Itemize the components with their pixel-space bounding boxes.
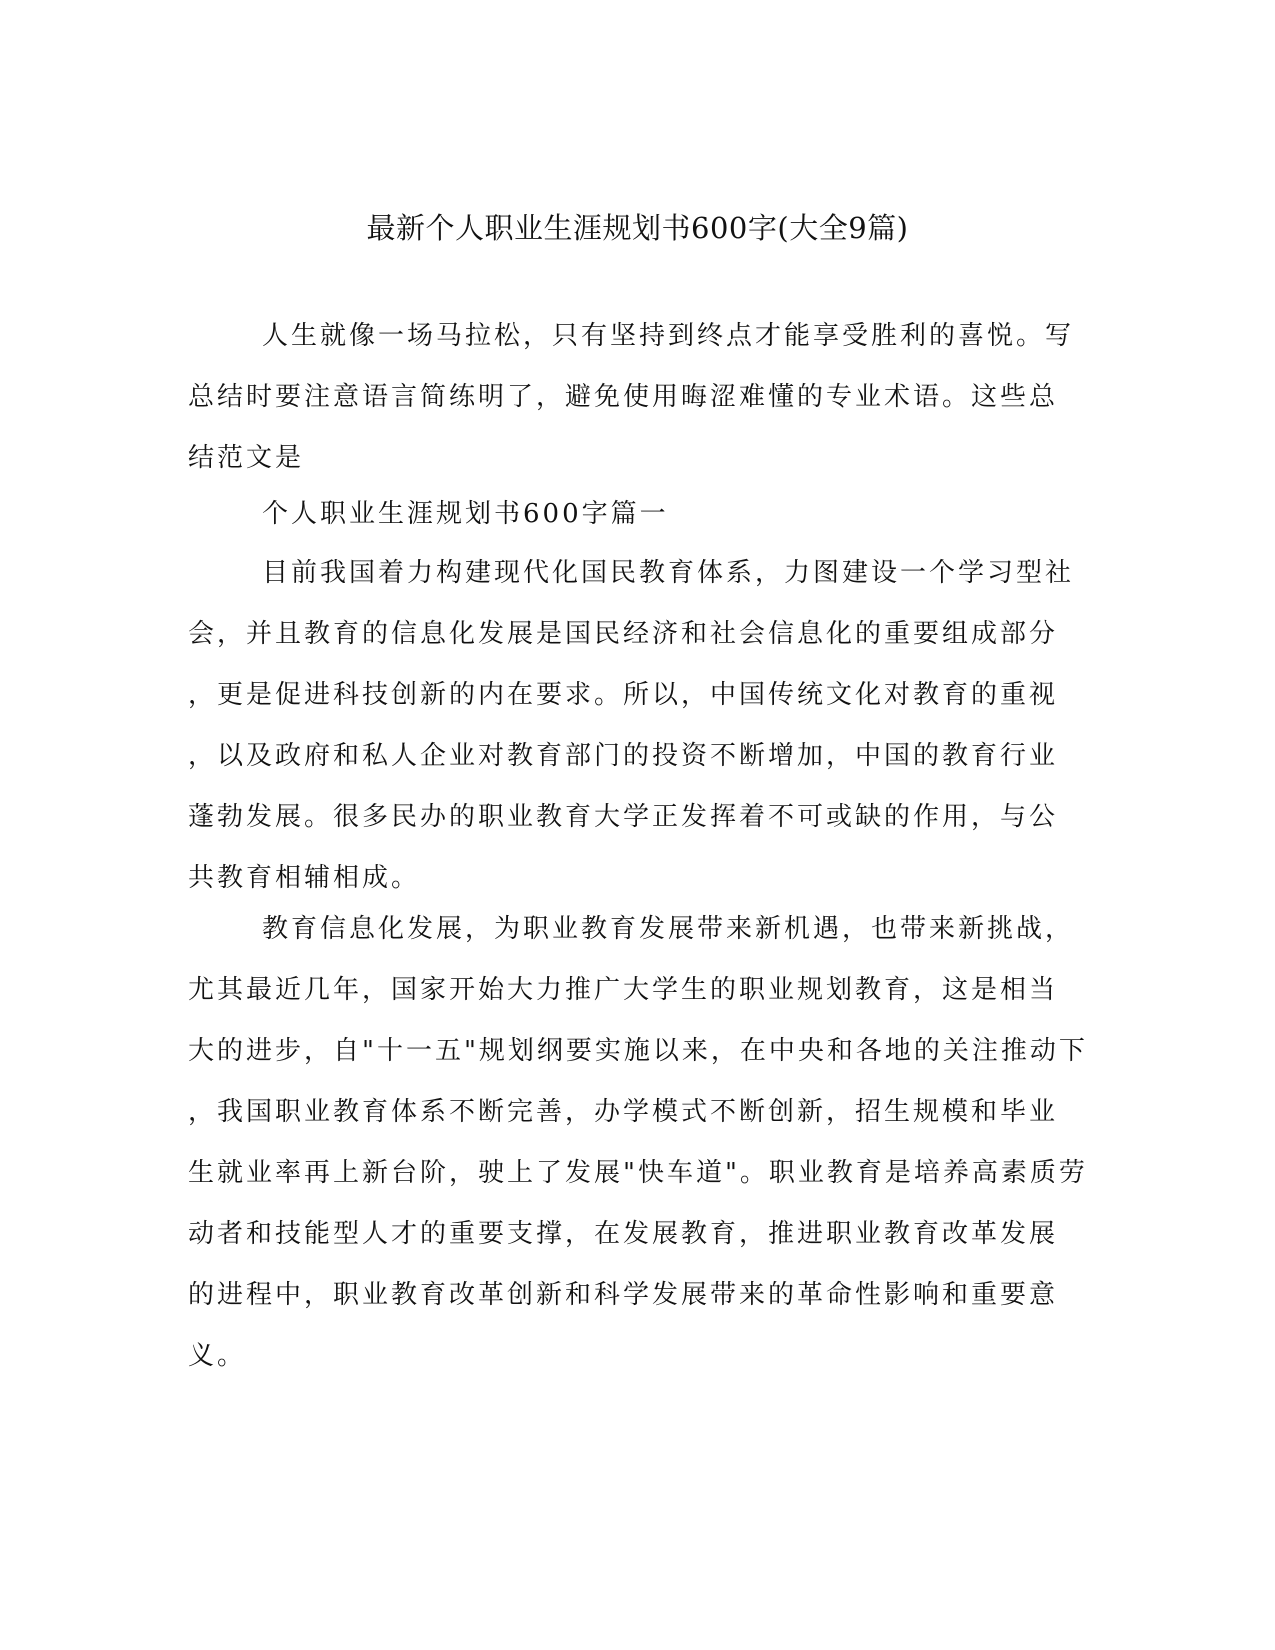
paragraph-line: ，更是促进科技创新的内在要求。所以，中国传统文化对教育的重视 — [188, 680, 1059, 710]
paragraph-line: 动者和技能型人才的重要支撑，在发展教育，推进职业教育改革发展 — [188, 1219, 1059, 1249]
paragraph-line: 结范文是 — [188, 443, 305, 473]
paragraph-line: 大的进步，自"十一五"规划纲要实施以来，在中央和各地的关注推动下 — [188, 1036, 1088, 1066]
paragraph-line: ，以及政府和私人企业对教育部门的投资不断增加，中国的教育行业 — [188, 741, 1059, 771]
section-heading — [188, 484, 1078, 545]
paragraph-line: 生就业率再上新台阶，驶上了发展"快车道"。职业教育是培养高素质劳 — [188, 1158, 1088, 1188]
paragraph-line: 蓬勃发展。很多民办的职业教育大学正发挥着不可或缺的作用，与公 — [188, 802, 1059, 832]
paragraph-line: 教育信息化发展，为职业教育发展带来新机遇，也带来新挑战， — [262, 914, 1075, 944]
paragraph-line: 目前我国着力构建现代化国民教育体系，力图建设一个学习型社 — [262, 558, 1075, 588]
paragraph-line: 义。 — [188, 1341, 247, 1371]
document-title: 最新个人职业生涯规划书600字(大全9篇) — [366, 211, 909, 245]
paragraph-line: 会，并且教育的信息化发展是国民经济和社会信息化的重要组成部分 — [188, 619, 1059, 649]
paragraph-line: 人生就像一场马拉松，只有坚持到终点才能享受胜利的喜悦。写 — [262, 321, 1075, 351]
intro-paragraph — [188, 306, 1078, 489]
body-paragraph — [188, 899, 1088, 1387]
paragraph-line: 共教育相辅相成。 — [188, 863, 421, 893]
paragraph-line: 尤其最近几年，国家开始大力推广大学生的职业规划教育，这是相当 — [188, 975, 1059, 1005]
body-paragraph — [188, 543, 1078, 909]
paragraph-line: ，我国职业教育体系不断完善，办学模式不断创新，招生规模和毕业 — [188, 1097, 1059, 1127]
paragraph-line: 总结时要注意语言简练明了，避免使用晦涩难懂的专业术语。这些总 — [188, 382, 1059, 412]
section-heading-text: 个人职业生涯规划书600字篇一 — [262, 499, 669, 529]
paragraph-line: 的进程中，职业教育改革创新和科学发展带来的革命性影响和重要意 — [188, 1280, 1059, 1310]
